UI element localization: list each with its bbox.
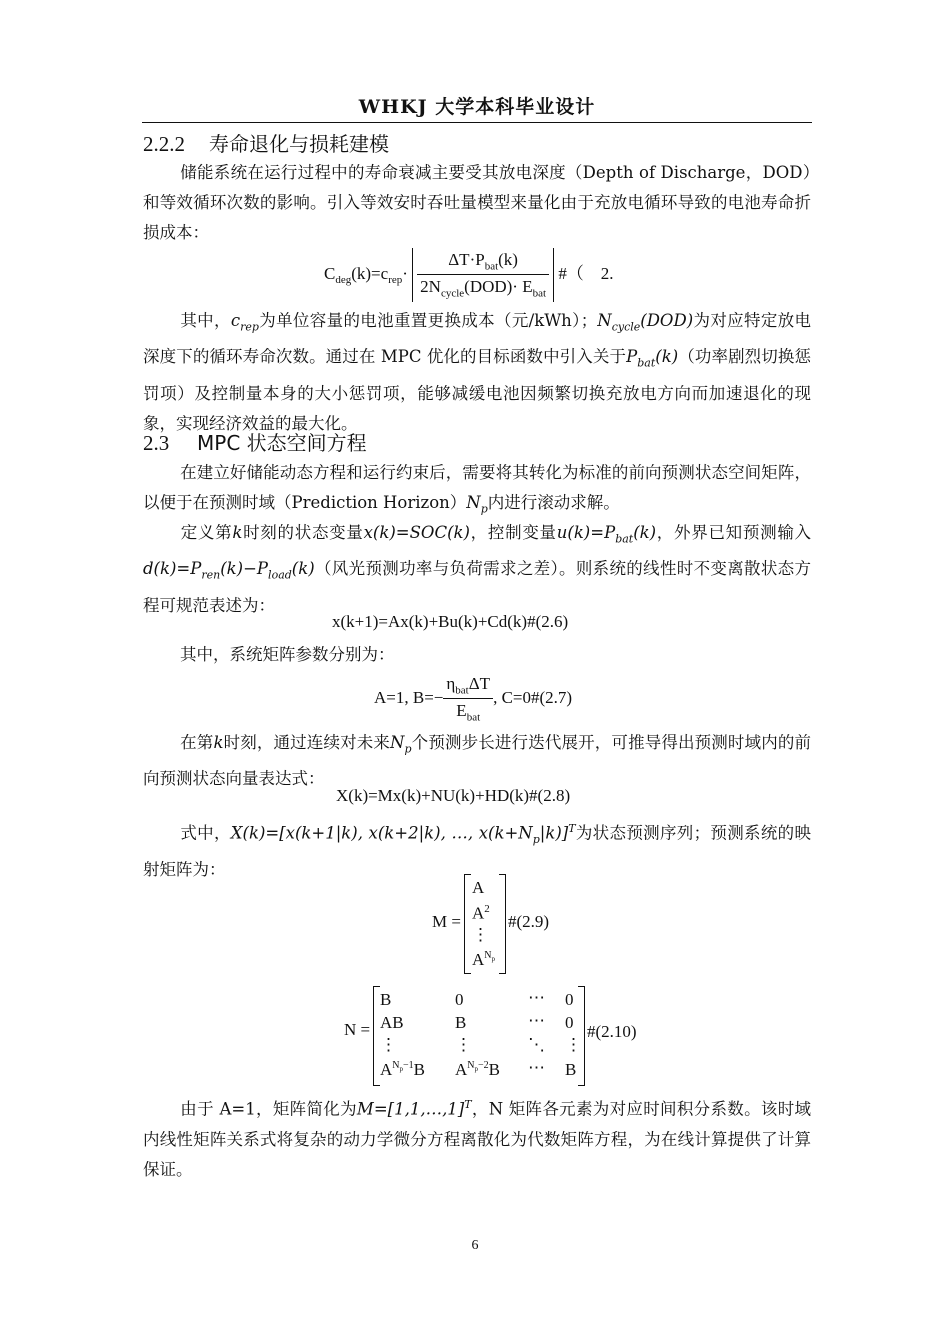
equation-2-7 — [374, 674, 572, 724]
eq-symbol: A — [472, 950, 485, 969]
math-subscript: load — [268, 568, 292, 582]
matrix-n-entry: 0 — [565, 1013, 574, 1032]
math-subscript: bat — [637, 356, 656, 370]
eq-symbol: A — [380, 1060, 393, 1079]
eq-symbol: 2N — [420, 277, 441, 297]
matrix-m-entry — [472, 903, 490, 924]
math-var: N — [390, 733, 405, 752]
math-var: k — [213, 733, 224, 752]
eq-symbol: E — [456, 701, 467, 721]
paragraph-text: ，控制变量 — [469, 523, 557, 542]
math-subscript: rep — [240, 320, 259, 334]
math-expression: |k)] — [539, 823, 569, 843]
paragraph-text: 其中，系统矩阵参数分别为： — [180, 645, 395, 664]
section-heading-2-2-2 — [143, 128, 389, 157]
paragraph-text: 在第 — [180, 733, 214, 752]
paragraph-text: 储能系统在运行过程中的寿命衰减主要受其放电深度（Depth of Discharge，DOD）和等效循环次数的影响。引入等效安时吞吐量模型来量化由于充放电循环导致的电池寿命折损成本： — [143, 163, 811, 242]
paragraph-text: 内进行滚动求解。 — [487, 493, 620, 512]
paragraph-text: 其中， — [180, 311, 231, 330]
absolute-value — [412, 248, 554, 302]
math-expression: (k) — [291, 559, 315, 579]
eq-symbol: B — [488, 1060, 500, 1079]
section-title: MPC 状态空间方程 — [197, 431, 367, 455]
eq-subscript: bat — [532, 287, 547, 300]
paragraph-text: 在建立好储能动态方程和运行约束后，需要将其转化为标准的前向预测状态空间矩阵，以便于在预测时域（Prediction Horizon） — [143, 463, 811, 512]
paragraph-dod — [143, 158, 811, 248]
eq-symbol: B — [413, 1060, 425, 1079]
matrix-n-entry: ⋯ — [528, 1011, 545, 1030]
paragraph-text: 为对应特定放电深度下的循环寿命次数。通过在 MPC 优化的目标函数中引入关于 — [143, 311, 812, 367]
eq-subscript: bat — [455, 684, 469, 697]
eq-superscript: N — [467, 1060, 475, 1072]
paragraph-prediction-expansion — [143, 728, 811, 794]
paragraph-matrix-params — [143, 640, 811, 670]
math-var: N — [597, 311, 612, 330]
math-expression: M=[1,1,…,1] — [356, 1099, 465, 1119]
math-var: (DOD) — [640, 311, 694, 330]
eq-subscript: p — [474, 1065, 479, 1074]
paragraph-text: 定义第 — [180, 523, 233, 542]
math-subscript: ren — [201, 568, 221, 582]
matrix-n-entry: 0 — [455, 990, 464, 1009]
matrix-n-entry: ⋮ — [380, 1035, 397, 1054]
eq-symbol: (k) — [498, 250, 518, 269]
math-subscript: p — [404, 742, 412, 756]
paragraph-text: ，N 矩阵各元素为对应时间积分系数。该时域内线性矩阵关系式将复杂的动力学微分方程离散化为代数矩阵方程，为在线计算提供了计算保证。 — [143, 1099, 812, 1179]
equation-tag-2-10: #(2.10) — [587, 1022, 637, 1041]
paragraph-text: 式中， — [180, 823, 231, 843]
math-var: (k) — [655, 347, 679, 367]
eq-superscript: N — [392, 1060, 400, 1072]
matrix-m-entry: ⋮ — [472, 925, 489, 944]
paragraph-text: 时刻，通过连续对未来 — [223, 733, 391, 752]
paragraph-text: 时刻的状态变量 — [242, 523, 364, 542]
matrix-n-entry: ⋯ — [528, 1058, 545, 1077]
eq-symbol: · — [402, 263, 408, 283]
math-superscript: T — [464, 1098, 472, 1111]
eq-symbol: C — [324, 263, 336, 283]
math-subscript: p — [480, 502, 488, 516]
matrix-n-entry: ⋮ — [455, 1035, 472, 1054]
paragraph-text: 由于 A=1，矩阵简化为 — [180, 1099, 357, 1119]
matrix-n-entry: B — [565, 1060, 577, 1079]
eq-subscript: p — [399, 1065, 404, 1074]
eq-symbol: A — [472, 903, 485, 923]
math-subscript: cycle — [611, 320, 641, 334]
matrix-n-entry: ⋱ — [528, 1035, 545, 1054]
matrix-m-entry: A — [472, 878, 485, 897]
eq-superscript: N — [484, 950, 492, 962]
matrix-n-entry: ⋯ — [528, 988, 545, 1007]
eq-symbol: A=1, B=− — [374, 687, 444, 707]
math-expression: (k) — [633, 523, 657, 542]
paragraph-text: （功率剧烈切换惩罚项）及控制量本身的大小惩罚项，能够减缓电池因频繁切换充放电方向而加速退化的现象，实现经济效益的最大化。 — [143, 347, 811, 433]
header-rule — [142, 122, 812, 123]
equation-tag-2-9: #(2.9) — [508, 912, 550, 931]
math-subscript: p — [532, 832, 540, 846]
matrix-n-entry — [455, 1060, 500, 1080]
paragraph-text: 为单位容量的电池重置更换成本（元/kWh）； — [258, 311, 598, 330]
eq-subscript: deg — [335, 274, 352, 287]
eq-superscript: 2 — [484, 903, 490, 915]
eq-superscript: −1 — [403, 1060, 414, 1072]
paragraph-state-space-intro — [143, 458, 811, 524]
matrix-n-entry: B — [380, 990, 392, 1009]
fraction — [417, 250, 549, 300]
paragraph-text: 个预测步长进行迭代展开，可推导得出预测时域内的前向预测状态向量表达式： — [143, 733, 812, 789]
eq-2-10-lhs: N = — [344, 1020, 371, 1039]
matrix-n-entry: 0 — [565, 990, 574, 1009]
fraction — [443, 674, 493, 724]
eq-symbol: ΔT·P — [448, 250, 485, 269]
matrix-n-entry: ⋮ — [565, 1035, 582, 1054]
page-number: 6 — [471, 1238, 479, 1253]
eq-subscript: bat — [466, 711, 481, 724]
paragraph-text: （风光预测功率与负荷需求之差）。则系统的线性时不变离散状态方程可规范表述为： — [143, 559, 811, 615]
paragraph-text: 为状态预测序列；预测系统的映射矩阵为： — [143, 823, 812, 879]
eq-symbol: , C=0#(2.7) — [493, 687, 573, 707]
equation-2-6: x(k+1)=Ax(k)+Bu(k)+Cd(k)#(2.6) — [332, 612, 569, 631]
paragraph-text: ，外界已知预测输入 — [656, 523, 812, 542]
eq-subscript: rep — [388, 274, 403, 287]
math-expression: x(k)=SOC(k) — [363, 523, 470, 542]
math-var: N — [466, 493, 481, 512]
paragraph-conclusion — [143, 1090, 811, 1185]
math-expression: u(k)=P — [556, 523, 616, 542]
eq-subscript: cycle — [440, 287, 465, 300]
eq-symbol: (DOD)· E — [464, 277, 533, 297]
eq-2-9-lhs: M = — [432, 912, 461, 931]
section-title: 寿命退化与损耗建模 — [209, 132, 389, 156]
math-expression: X(k)=[x(k+1|k), x(k+2|k), …, x(k+N — [230, 823, 533, 843]
section-number: 2.2.2 — [143, 132, 185, 156]
math-expression: (k)−P — [220, 559, 269, 579]
section-heading-2-3 — [143, 427, 367, 456]
math-subscript: bat — [615, 532, 634, 546]
matrix-n-entry: AB — [380, 1013, 404, 1032]
equation-degradation-cost — [324, 248, 614, 302]
math-superscript: T — [568, 822, 576, 835]
matrix-n-entry: B — [455, 1013, 467, 1032]
eq-superscript: −2 — [478, 1060, 489, 1072]
eq-symbol: (k)=c — [351, 263, 389, 283]
paragraph-cost-terms — [143, 306, 811, 439]
math-var: c — [230, 311, 241, 330]
matrix-m-entry — [472, 950, 495, 970]
eq-symbol: A — [455, 1060, 468, 1079]
eq-symbol: ΔT — [468, 674, 491, 693]
matrix-n-entry — [380, 1060, 425, 1080]
paragraph-variable-definition — [143, 518, 811, 621]
eq-subscript: bat — [484, 260, 499, 273]
section-number: 2.3 — [143, 431, 170, 455]
eq-subscript: p — [491, 955, 496, 964]
eq-symbol: η — [446, 674, 456, 693]
equation-2-8: X(k)=Mx(k)+NU(k)+HD(k)#(2.8) — [336, 786, 571, 805]
running-header: WHKJ 大学本科毕业设计 — [358, 96, 596, 118]
math-var: P — [626, 347, 638, 367]
math-expression: d(k)=P — [143, 559, 202, 579]
equation-tag: #（ 2. — [558, 263, 614, 283]
math-var: k — [232, 523, 243, 542]
